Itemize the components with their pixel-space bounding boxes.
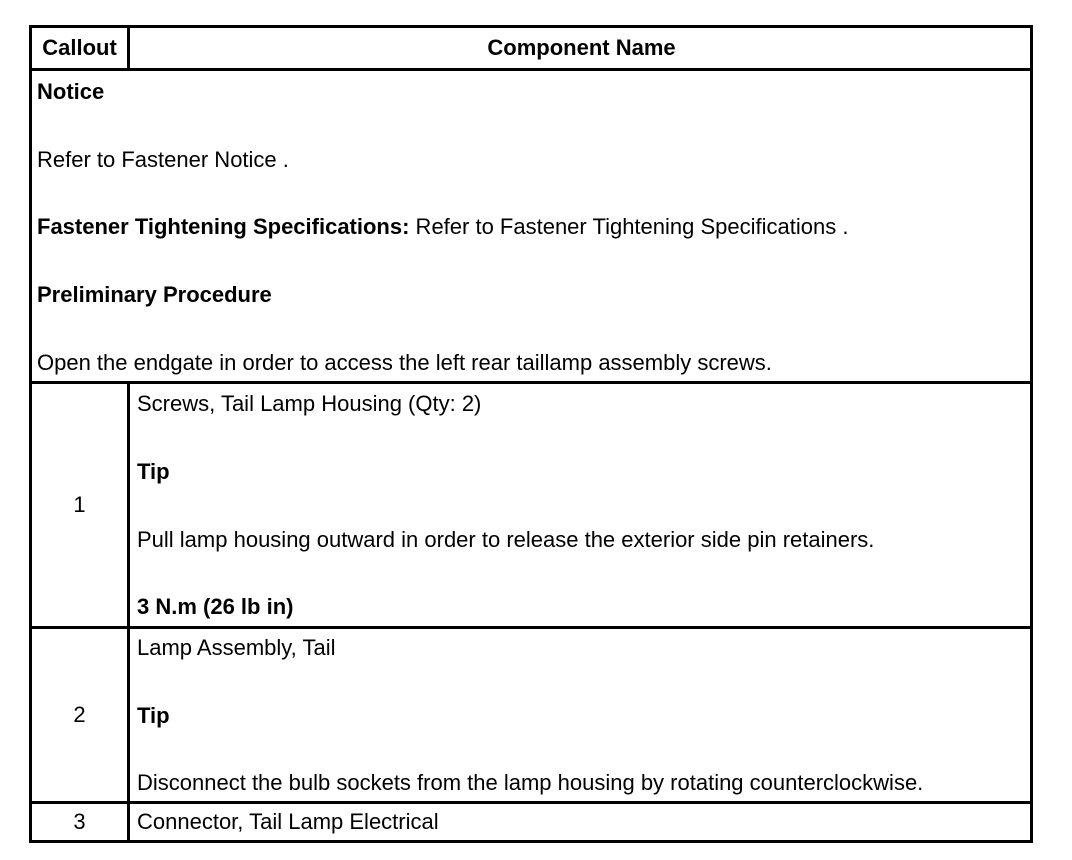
notice-refer-text: Refer to Fastener Notice . xyxy=(37,147,289,172)
column-divider xyxy=(127,629,130,801)
table-row xyxy=(32,381,1030,626)
fastener-spec-text: Refer to Fastener Tightening Specifications . xyxy=(409,214,849,239)
header-callout: Callout xyxy=(42,35,117,60)
row-callout: 2 xyxy=(73,702,86,727)
column-divider xyxy=(127,384,130,626)
component-name: Connector, Tail Lamp Electrical xyxy=(137,809,439,834)
column-divider xyxy=(127,28,130,68)
table-header-row xyxy=(32,28,1030,68)
table-row xyxy=(32,626,1030,801)
notice-row xyxy=(32,68,1030,381)
row-callout: 3 xyxy=(73,809,86,834)
notice-title: Notice xyxy=(37,79,105,104)
component-name: Lamp Assembly, Tail xyxy=(137,635,336,660)
tip-label: Tip xyxy=(137,703,170,728)
preliminary-title: Preliminary Procedure xyxy=(37,282,272,307)
tip-label: Tip xyxy=(137,459,170,484)
torque-spec: 3 N.m (26 lb in) xyxy=(137,594,294,619)
column-divider xyxy=(127,804,130,840)
tip-text: Pull lamp housing outward in order to release the exterior side pin retainers. xyxy=(137,527,875,552)
component-table xyxy=(29,25,1033,843)
row-component-cell xyxy=(133,384,1030,626)
fastener-spec-label: Fastener Tightening Specifications: xyxy=(37,214,410,239)
table-row xyxy=(32,801,1030,840)
row-component-cell xyxy=(133,629,1030,801)
header-component-name: Component Name xyxy=(487,35,676,60)
row-component-cell xyxy=(133,804,1030,840)
component-name: Screws, Tail Lamp Housing (Qty: 2) xyxy=(137,391,482,416)
tip-text: Disconnect the bulb sockets from the lamp housing by rotating counterclockwise. xyxy=(137,770,924,795)
fastener-spec-line xyxy=(37,214,848,240)
preliminary-text: Open the endgate in order to access the left rear taillamp assembly screws. xyxy=(37,350,772,375)
row-callout: 1 xyxy=(73,492,86,517)
